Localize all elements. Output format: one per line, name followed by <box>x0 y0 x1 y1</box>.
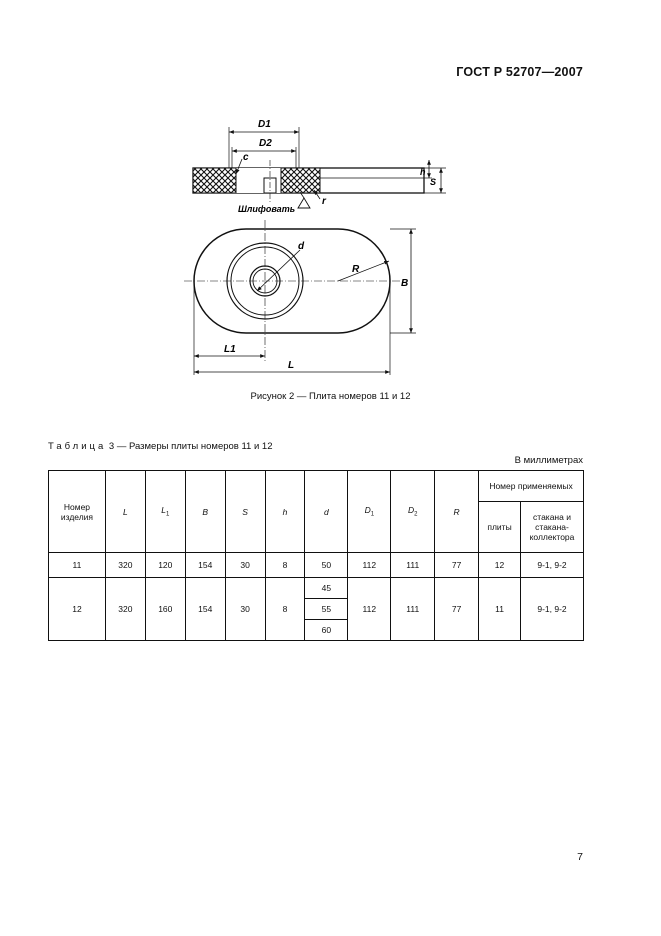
label-S: S <box>430 177 437 187</box>
label-L1: L1 <box>224 344 236 355</box>
th-h: h <box>265 471 305 553</box>
cell-B: 154 <box>185 553 225 578</box>
cell-S: 30 <box>225 578 265 641</box>
th-R: R <box>435 471 479 553</box>
th-D2: $D_2$ <box>391 471 435 553</box>
th-plate: плиты <box>479 502 521 553</box>
th-d: d <box>305 471 348 553</box>
th-item: Номер изделия <box>49 471 106 553</box>
cell-d: 50 <box>305 553 348 578</box>
cell-d: 45 <box>305 578 348 599</box>
label-c: c <box>243 152 249 163</box>
cell-D2: 111 <box>391 553 435 578</box>
label-B: B <box>401 278 409 289</box>
page-number: 7 <box>577 851 583 863</box>
th-S: S <box>225 471 265 553</box>
cell-D1: 112 <box>348 553 391 578</box>
table-caption-label: Таблица <box>48 441 107 452</box>
cell-plate: 12 <box>479 553 521 578</box>
label-D2: D2 <box>259 138 272 149</box>
cell-R: 77 <box>435 578 479 641</box>
cell-d: 60 <box>305 620 348 641</box>
cell-L1: 160 <box>145 578 185 641</box>
cell-d: 55 <box>305 599 348 620</box>
table-caption <box>48 441 273 452</box>
cell-h: 8 <box>265 578 305 641</box>
cell-L: 320 <box>105 553 145 578</box>
th-L: L <box>105 471 145 553</box>
dimensions-table <box>48 470 584 641</box>
cell-item: 12 <box>49 578 106 641</box>
cell-plate: 11 <box>479 578 521 641</box>
cell-D1: 112 <box>348 578 391 641</box>
th-nozzle: стакана и стакана-коллектора <box>521 502 584 553</box>
cell-nozzle: 9-1, 9-2 <box>521 578 584 641</box>
th-D1: $D_1$ <box>348 471 391 553</box>
table-row <box>49 578 584 599</box>
label-R: R <box>352 264 360 275</box>
section-view <box>193 119 446 214</box>
plate-drawing <box>180 112 450 382</box>
cell-B: 154 <box>185 578 225 641</box>
standard-designation: ГОСТ Р 52707—2007 <box>456 65 583 79</box>
cell-L1: 120 <box>145 553 185 578</box>
th-applied: Номер применяемых <box>479 471 584 502</box>
cell-D2: 111 <box>391 578 435 641</box>
units-note: В миллиметрах <box>514 455 583 466</box>
cell-h: 8 <box>265 553 305 578</box>
label-D1: D1 <box>258 119 271 130</box>
table-row <box>49 553 584 578</box>
label-h: h <box>420 167 426 177</box>
label-L: L <box>288 360 295 371</box>
th-L1: $L_1$ <box>145 471 185 553</box>
header-row <box>49 471 584 502</box>
label-finish: Шлифовать <box>238 204 296 214</box>
th-B: B <box>185 471 225 553</box>
table-caption-text: 3 — Размеры плиты номеров 11 и 12 <box>108 441 273 452</box>
plan-view <box>184 220 416 375</box>
figure-caption: Рисунок 2 — Плита номеров 11 и 12 <box>250 391 411 402</box>
cell-R: 77 <box>435 553 479 578</box>
cell-L: 320 <box>105 578 145 641</box>
cell-S: 30 <box>225 553 265 578</box>
cell-item: 11 <box>49 553 106 578</box>
label-r: r <box>322 196 326 207</box>
cell-nozzle: 9-1, 9-2 <box>521 553 584 578</box>
label-d: d <box>298 241 305 252</box>
